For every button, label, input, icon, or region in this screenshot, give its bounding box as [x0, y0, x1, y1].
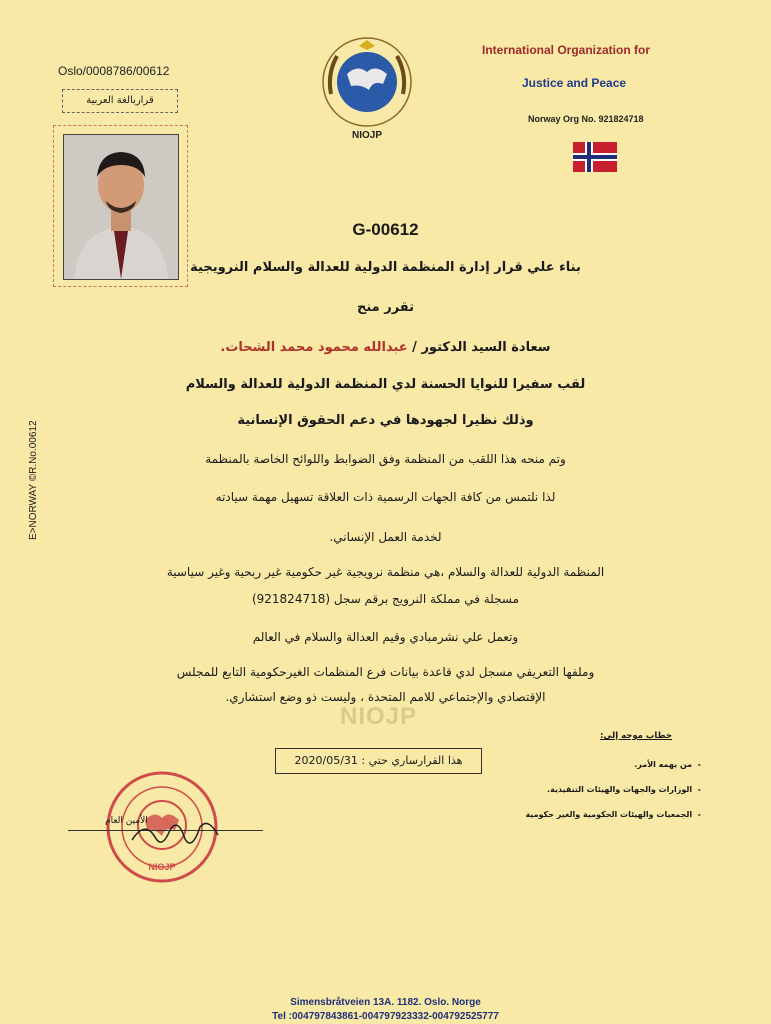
body-line-1: بناء علي قرار إدارة المنظمة الدولية للعدالة والسلام النرويجية: [190, 260, 581, 275]
portrait-icon: [64, 135, 178, 279]
body-line-10: مسجلة في مملكة النرويج برقم سجل (921824718): [251, 592, 520, 606]
side-reference: E>NORWAY ©R.No.00612: [28, 420, 39, 540]
watermark: NIOJP: [340, 703, 418, 730]
svg-text:NIOJP: NIOJP: [351, 130, 383, 141]
body-line-8: لخدمة العمل الإنساني.: [329, 530, 442, 544]
certificate-id: G-00612: [352, 220, 419, 239]
body-line-6: وتم منحه هذا اللقب من المنظمة وفق الضوابط واللوائح الخاصة بالمنظمة: [205, 452, 566, 466]
reference-number: Oslo/0008786/00612: [58, 64, 170, 78]
validity-date-box: هذا القرارساري حتي : 2020/05/31: [275, 748, 482, 774]
footer-phones: Tel :004797843861-004797923332-004792525777: [272, 1011, 499, 1022]
body-line-9: المنظمة الدولية للعدالة والسلام ،هي منظمة نرويجية غير حكومية غير ربحية وغير سياسية: [166, 565, 605, 579]
org-name-line2: Justice and Peace: [522, 76, 627, 90]
svg-text:NIOJP: NIOJP: [148, 862, 176, 872]
recipient-item: - من يهمه الأمر.: [634, 760, 701, 769]
body-line-12: وملفها التعريفي مسجل لدي قاعدة بيانات فرع المنظمات الغيرحكومية التابع للمجلس: [176, 665, 595, 679]
recipient-name: عبدالله محمود محمد الشحات.: [220, 340, 408, 355]
recipient-line: [0, 340, 771, 355]
signature-icon: [130, 815, 220, 859]
org-name-line1: International Organization for: [482, 43, 651, 57]
signatory-title: الأمين العام: [105, 816, 148, 826]
organization-logo: [317, 34, 417, 144]
portrait-photo: [63, 134, 179, 280]
footer-address: Simensbråtveien 13A. 1182. Oslo. Norge: [290, 997, 481, 1008]
body-line-2: تقرر منح: [356, 300, 415, 315]
language-label: قراربالغة العربية: [62, 89, 178, 113]
body-line-7: لذا نلتمس من كافة الجهات الرسمية ذات العلاقة تسهيل مهمة سيادته: [215, 490, 556, 504]
recipients-title: خطاب موجه إلى:: [600, 731, 673, 741]
honorific: سعادة السيد الدكتور /: [412, 340, 551, 355]
body-line-13: الإقتصادي والإجتماعي للامم المتحدة ، وليست ذو وضع استشاري.: [225, 690, 546, 704]
recipient-item: - الوزارات والجهات والهيئات التنفيذية.: [547, 785, 701, 794]
norway-flag-icon: [573, 142, 617, 172]
org-number: Norway Org No. 921824718: [528, 114, 644, 124]
body-line-11: وتعمل علي نشرمبادي وقيم العدالة والسلام في العالم: [252, 630, 519, 644]
recipient-item: - الجمعيات والهيئات الحكومية والغير حكومية: [525, 810, 701, 819]
body-line-4: لقب سفيرا للنوايا الحسنة لدي المنظمة الدولية للعدالة والسلام: [185, 377, 586, 392]
body-line-5: وذلك نظيرا لجهودها في دعم الحقوق الإنسانية: [237, 413, 534, 428]
